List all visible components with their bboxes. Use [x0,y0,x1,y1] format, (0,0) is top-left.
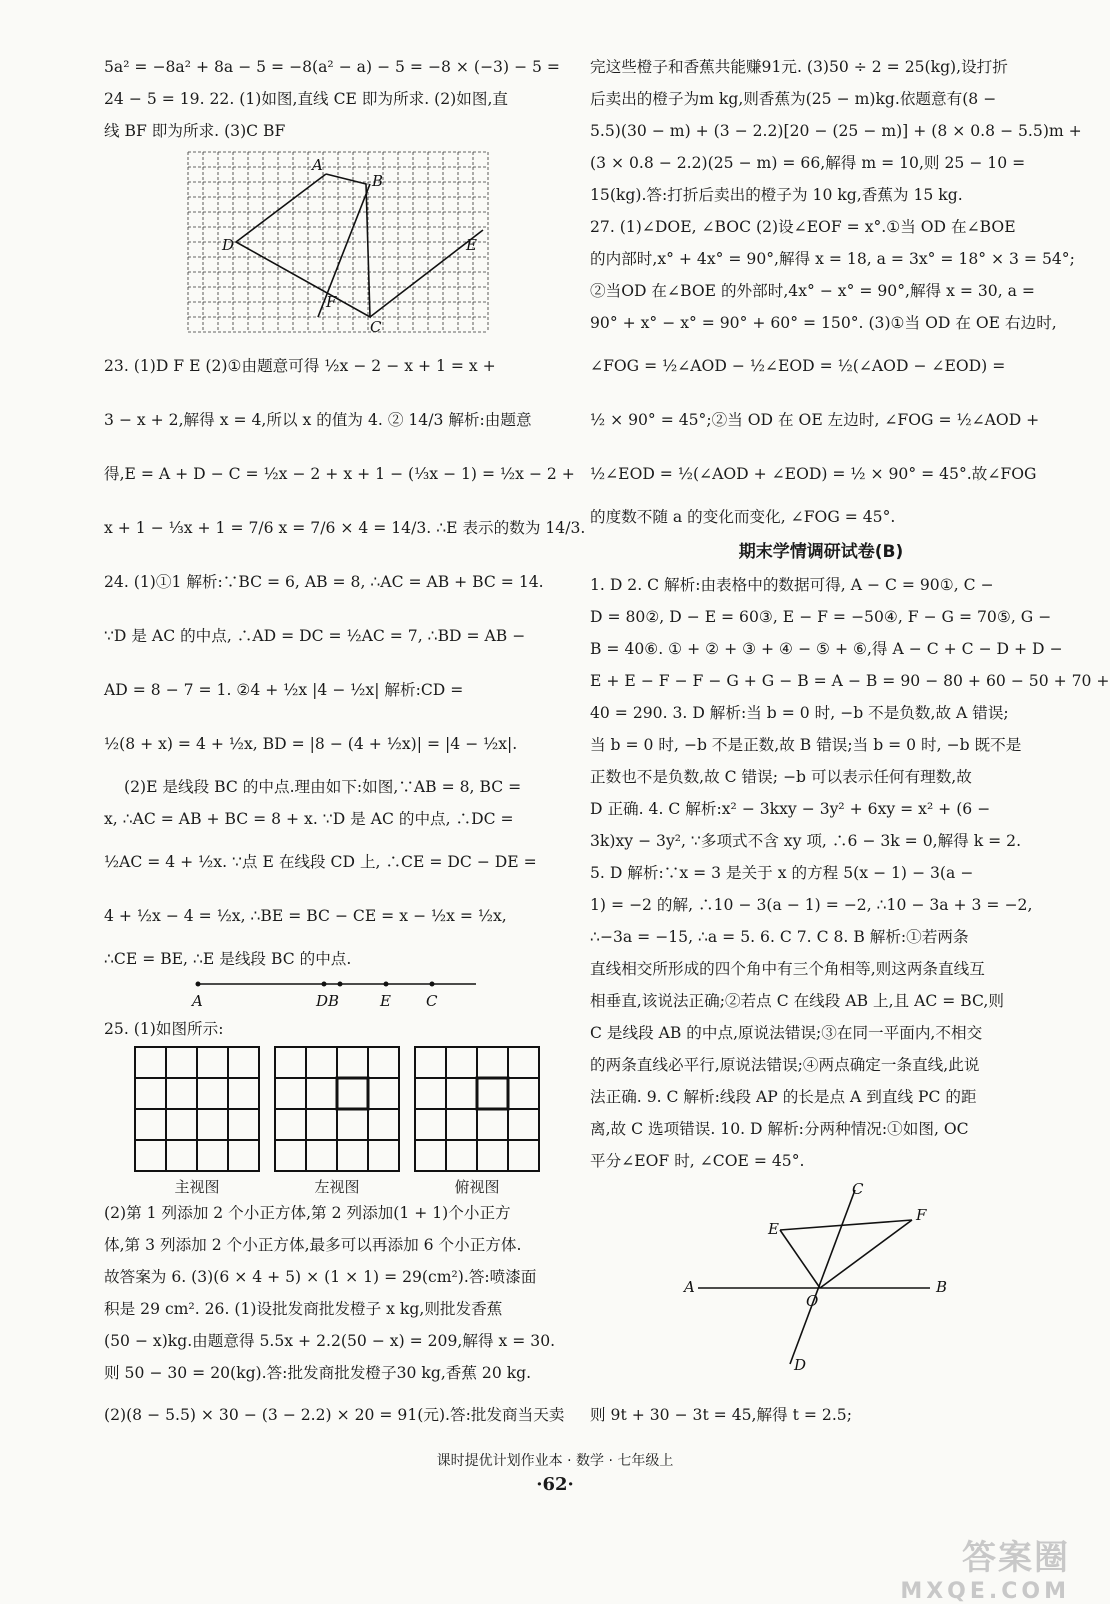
point-label: C [852,1180,864,1198]
text-line: 5. D 解析:∵x = 3 是关于 x 的方程 5(x − 1) − 3(a − [590,864,974,882]
view-grid [274,1046,400,1172]
text-line: 积是 29 cm². 26. (1)设批发商批发橙子 x kg,则批发香蕉 [104,1300,503,1318]
text-line: 离,故 C 选项错误. 10. D 解析:分两种情况:①如图, OC [590,1120,969,1138]
watermark-sub: MXQE.COM [900,1579,1070,1604]
page-number: ·62· [536,1474,574,1495]
text-line: 1. D 2. C 解析:由表格中的数据可得, A − C = 90①, C − [590,576,994,594]
line-figure [192,976,482,1012]
footer: 课时提优计划作业本 · 数学 · 七年级上 [436,1453,674,1469]
figure-22-grid [188,152,580,340]
text-line: 1) = −2 的解, ∴10 − 3(a − 1) = −2, ∴10 − 3a + 3 = −2, [590,896,1033,914]
text-line: 法正确. 9. C 解析:线段 AP 的长是点 A 到直线 PC 的距 [590,1088,977,1106]
text-line: (50 − x)kg.由题意得 5.5x + 2.2(50 − x) = 209,解得 x = 30. [104,1332,556,1350]
view-grid [134,1046,260,1172]
right-column [590,52,1110,1376]
text-line: 得,E = A + D − C = ½x − 2 + x + 1 − (⅓x − 1) = ½x − 2 + [104,465,575,483]
text-line: 的度数不随 a 的变化而变化, ∠FOG = 45°. [590,508,896,526]
text-line: 23. (1)D F E (2)①由题意可得 ½x − 2 − x + 1 = x + [104,357,496,375]
text-line: 故答案为 6. (3)(6 × 4 + 5) × (1 × 1) = 29(cm²).答:喷漆面 [104,1268,537,1286]
top-view [414,1046,540,1198]
point-label: A [312,156,323,174]
text-line: 直线相交所形成的四个角中有三个角相等,则这两条直线互 [590,960,985,978]
point-label: C [426,992,438,1010]
text-line: 体,第 3 列添加 2 个小正方体,最多可以再添加 6 个小正方体. [104,1236,522,1254]
point-label: B [936,1278,948,1296]
text-line: 15(kg).答:打折后卖出的橙子为 10 kg,香蕉为 15 kg. [590,186,963,204]
point-label: E [380,992,391,1010]
section-title: 期末学情调研试卷(B) [738,542,904,562]
text-line: 5a² = −8a² + 8a − 5 = −8(a² − a) − 5 = −8 × (−3) − 5 = [104,58,560,76]
text-line: 25. (1)如图所示: [104,1020,224,1038]
left-view [274,1046,400,1198]
point-label: B [372,172,384,190]
text-line: 3 − x + 2,解得 x = 4,所以 x 的值为 4. ② 14/3 解析:由题意 [104,411,532,429]
text-line: 的内部时,x° + 4x° = 90°,解得 x = 18, a = 3x° = 18° × 3 = 54°; [590,250,1075,268]
text-line: (2)E 是线段 BC 的中点.理由如下:如图,∵AB = 8, BC = [124,778,522,796]
text-line: (2)(8 − 5.5) × 30 − (3 − 2.2) × 20 = 91(元).答:批发商当天卖 [104,1406,565,1424]
text-line: ②当OD 在∠BOE 的外部时,4x° − x° = 90°,解得 x = 30, a = [590,282,1035,300]
text-line: 则 9t + 30 − 3t = 45,解得 t = 2.5; [590,1406,852,1424]
point-label: A [684,1278,695,1296]
figure-24-line [192,976,580,1014]
view-caption: 俯视图 [454,1178,500,1196]
point-label: D [222,236,235,254]
text-line: ∵D 是 AC 的中点, ∴AD = DC = ½AC = 7, ∴BD = AB − [104,627,526,645]
text-line: (3 × 0.8 − 2.2)(25 − m) = 66,解得 m = 10,则 25 − 10 = [590,154,1026,172]
text-line: ½(8 + x) = 4 + ½x, BD = |8 − (4 + ½x)| = |4 − ½x|. [104,735,518,753]
watermark [820,1530,1070,1604]
text-line: 40 = 290. 3. D 解析:当 b = 0 时, −b 不是负数,故 A 错误; [590,704,1009,722]
text-line: x, ∴AC = AB + BC = 8 + x. ∵D 是 AC 的中点, ∴DC = [104,810,514,828]
text-line: D 正确. 4. C 解析:x² − 3kxy − 3y² + 6xy = x² + (6 − [590,800,991,818]
text-line: 3k)xy − 3y², ∵多项式不含 xy 项, ∴6 − 3k = 0,解得 k = 2. [590,832,1022,850]
bottom-line [104,1402,1054,1428]
text-line: ∴CE = BE, ∴E 是线段 BC 的中点. [104,950,352,968]
text-line: 的两条直线必平行,原说法错误;④两点确定一条直线,此说 [590,1056,980,1074]
text-line: ½ × 90° = 45°;②当 OD 在 OE 左边时, ∠FOG = ½∠AOD + [590,411,1040,429]
text-line: 相垂直,该说法正确;②若点 C 在线段 AB 上,且 AC = BC,则 [590,992,1004,1010]
front-view [134,1046,260,1198]
grid-figure [188,152,488,336]
point-label: C [370,318,382,336]
view-caption: 主视图 [174,1178,220,1196]
text-line: 27. (1)∠DOE, ∠BOC (2)设∠EOF = x°.①当 OD 在∠BOE [590,218,1016,236]
text-line: 90° + x° − x° = 90° + 60° = 150°. (3)①当 OD 在 OE 右边时, [590,314,1057,332]
text-line: C 是线段 AB 的中点,原说法错误;③在同一平面内,不相交 [590,1024,983,1042]
text-line: ∠FOG = ½∠AOD − ½∠EOD = ½(∠AOD − ∠EOD) = [590,357,1006,375]
three-views-figure [134,1046,580,1198]
text-line: E + E − F − F − G + G − B = A − B = 90 − 80 + 60 − 50 + 70 + [590,672,1110,690]
text-line: D = 80②, D − E = 60③, E − F = −50④, F − G = 70⑤, G − [590,608,1052,626]
point-label: E [466,236,477,254]
point-label: O [806,1292,819,1310]
text-line: 则 50 − 30 = 20(kg).答:批发商批发橙子30 kg,香蕉 20 kg. [104,1364,532,1382]
text-line: 5.5)(30 − m) + (3 − 2.2)[20 − (25 − m)] + (8 × 0.8 − 5.5)m + [590,122,1082,140]
text-line: 24 − 5 = 19. 22. (1)如图,直线 CE 即为所求. (2)如图,直 [104,90,508,108]
left-column [104,52,586,1390]
text-line: 完这些橙子和香蕉共能赚91元. (3)50 ÷ 2 = 25(kg),设打折 [590,58,1008,76]
text-line: B = 40⑥. ① + ② + ③ + ④ − ⑤ + ⑥,得 A − C + C − D + D − [590,640,1063,658]
point-label: F [326,293,337,311]
point-label: DB [316,992,340,1010]
point-label: A [192,992,203,1010]
text-line: 平分∠EOF 时, ∠COE = 45°. [590,1152,805,1170]
text-line: 线 BF 即为所求. (3)C BF [104,122,286,140]
figure-angles [680,1180,1052,1376]
point-label: D [794,1356,807,1374]
watermark-main: 答案圈 [962,1538,1070,1578]
view-caption: 左视图 [314,1178,360,1196]
text-line: 正数也不是负数,故 C 错误; −b 可以表示任何有理数,故 [590,768,972,786]
text-line: AD = 8 − 7 = 1. ②4 + ½x |4 − ½x| 解析:CD = [104,681,464,699]
angle-figure [680,1180,970,1372]
text-line: 当 b = 0 时, −b 不是正数,故 B 错误;当 b = 0 时, −b 既不是 [590,736,1022,754]
text-line: 后卖出的橙子为m kg,则香蕉为(25 − m)kg.依题意有(8 − [590,90,997,108]
view-grid [414,1046,540,1172]
text-line: 4 + ½x − 4 = ½x, ∴BE = BC − CE = x − ½x = ½x, [104,907,507,925]
point-label: F [916,1206,927,1224]
text-line: ½AC = 4 + ½x. ∵点 E 在线段 CD 上, ∴CE = DC − DE = [104,853,537,871]
text-line: (2)第 1 列添加 2 个小正方体,第 2 列添加(1 + 1)个小正方 [104,1204,511,1222]
point-label: E [768,1220,779,1238]
text-line: ∴−3a = −15, ∴a = 5. 6. C 7. C 8. B 解析:①若两条 [590,928,969,946]
text-line: ½∠EOD = ½(∠AOD + ∠EOD) = ½ × 90° = 45°.故∠FOG [590,465,1037,483]
text-line: 24. (1)①1 解析:∵BC = 6, AB = 8, ∴AC = AB + BC = 14. [104,573,544,591]
text-line: x + 1 − ⅓x + 1 = 7/6 x = 7/6 × 4 = 14/3. ∴E 表示的数为 14/3. [104,519,586,537]
